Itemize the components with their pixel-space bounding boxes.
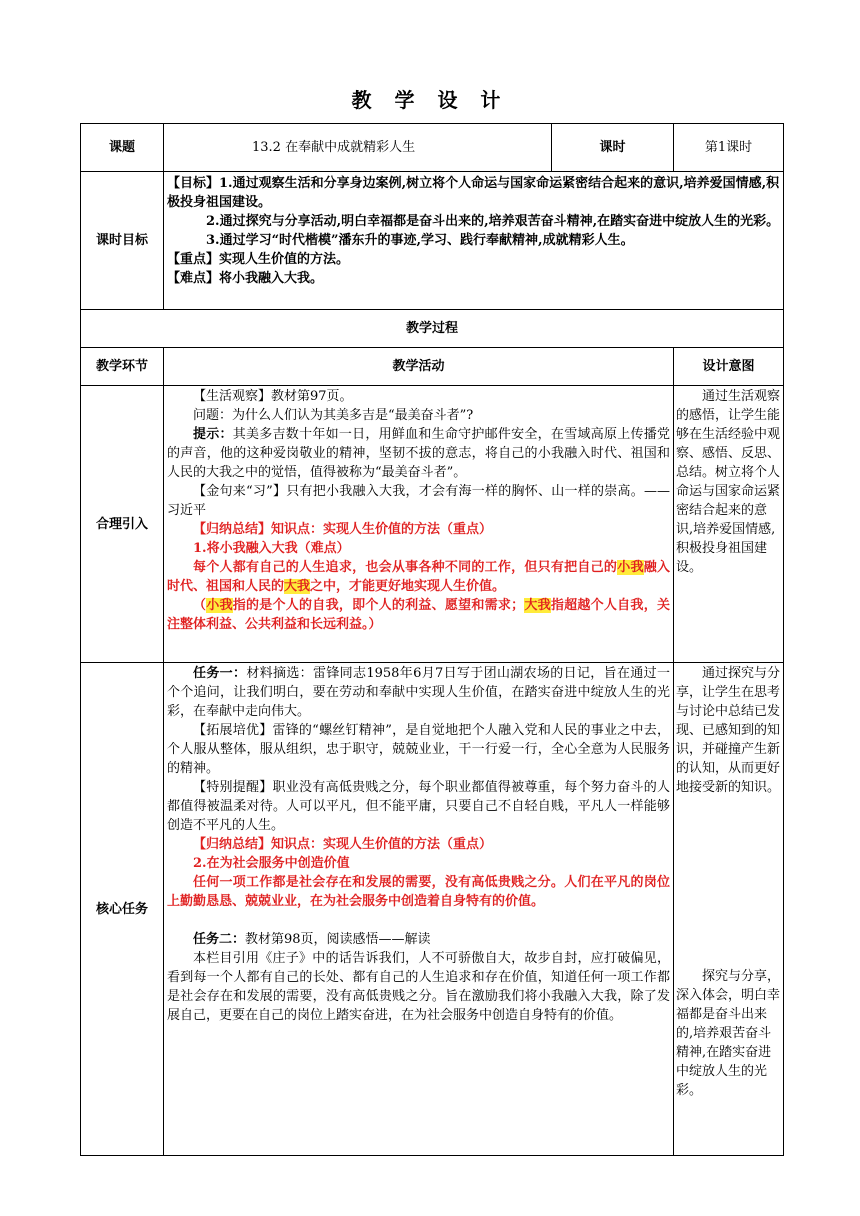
- core-point-2: 2.在为社会服务中创造价值: [193, 856, 350, 871]
- goal-1: 【目标】1.通过观察生活和分享身边案例,树立将个人命运与国家命运紧密结合起来的意识,培养爱国情感,积极投身祖国建设。: [167, 176, 780, 210]
- expand-excellence: 【拓展培优】雷锋的“螺丝钉精神”，是自觉地把个人融入党和人民的事业之中去，个人服从整体，服从组织，忠于职守，兢兢业业，干一行爱一行，全心全意为人民服务的精神。: [167, 723, 670, 776]
- stage-column-header: 教学环节: [81, 348, 164, 386]
- difficult-point: 【难点】将小我融入大我。: [167, 271, 324, 286]
- intro-point-1-text: 每个人都有自己的人生追求，也会从事各种不同的工作，但只有把自己的小我融入时代、祖国和人民的大我之中，才能更好地实现人生价值。: [167, 560, 670, 594]
- course-label: 课题: [81, 124, 164, 172]
- intro-stage-label: 合理引入: [81, 386, 164, 663]
- highlight-big-self-2: 大我: [524, 598, 551, 613]
- core-intent: [674, 663, 784, 1156]
- core-intent-2: 探究与分享，深入体会，明白幸福都是奋斗出来的,培养艰苦奋斗精神,在踏实奋进中绽放人生的光彩。: [676, 969, 781, 1098]
- observation-question: 问题：为什么人们认为其美多吉是“最美奋斗者”?: [193, 408, 474, 423]
- core-point-2-text: 任何一项工作都是社会存在和发展的需要，没有高低贵贱之分。人们在平凡的岗位上勤勤恳恳、兢兢业业，在为社会服务中创造着自身特有的价值。: [167, 875, 670, 909]
- highlight-small-self: 小我: [617, 560, 644, 575]
- hint-text: 其美多吉数十年如一日，用鲜血和生命守护邮件安全，在雪域高原上传播党的声音，他的这种爱岗敬业的精神，坚韧不拔的意志，将自己的小我融入时代、祖国和人民的大我之中的觉悟，值得被称为“最美奋斗者”。: [167, 427, 670, 480]
- observation-hint: [167, 425, 670, 482]
- intro-point-1-note: （小我指的是个人的自我，即个人的利益、愿望和需求；大我指超越个人自我，关注整体利益、公共利益和长远利益。）: [167, 598, 670, 632]
- period-label: 课时: [552, 124, 674, 172]
- document-title: 教 学 设 计: [351, 88, 509, 112]
- core-activity: [164, 663, 674, 1156]
- core-summary: 【归纳总结】知识点：实现人生价值的方法（重点）: [193, 837, 493, 852]
- lesson-plan-table: [80, 123, 784, 1156]
- period-value: 第1课时: [674, 124, 784, 172]
- special-reminder: 【特别提醒】职业没有高低贵贱之分，每个职业都值得被尊重，每个努力奋斗的人都值得被温柔对待。人可以平凡，但不能平庸，只要自己不自轻自贱，平凡人一样能够创造不平凡的人生。: [167, 780, 670, 833]
- intro-point-1: 1.将小我融入大我（难点）: [193, 541, 350, 556]
- task-2: 任务二：教材第98页，阅读感悟——解读: [193, 932, 431, 947]
- process-title: 教学过程: [81, 310, 784, 348]
- core-intent-1: 通过探究与分享，让学生在思考与讨论中总结已发现、已感知到的知识，并碰撞产生新的认知，从而更好地接受新的知识。: [676, 666, 781, 795]
- goals-row: [81, 172, 784, 310]
- intent-column-header: 设计意图: [674, 348, 784, 386]
- column-header-row: [81, 348, 784, 386]
- intro-activity: [164, 386, 674, 663]
- intro-intent: 通过生活观察的感悟，让学生能够在生活经验中观察、感悟、反思、总结。树立将个人命运与国家命运紧密结合起来的意识,培养爱国情感,积极投身祖国建设。: [674, 386, 784, 663]
- goals-content: [164, 172, 784, 310]
- core-row: [81, 663, 784, 1156]
- goal-2: 2.通过探究与分享活动,明白幸福都是奋斗出来的,培养艰苦奋斗精神,在踏实奋进中绽放人生的光彩。: [206, 214, 780, 229]
- activity-column-header: 教学活动: [164, 348, 674, 386]
- goals-label: 课时目标: [81, 172, 164, 310]
- key-point: 【重点】实现人生价值的方法。: [167, 252, 350, 267]
- highlight-small-self-2: 小我: [206, 598, 233, 613]
- task-1: 任务一：材料摘选：雷锋同志1958年6月7日写于团山湖农场的日记，旨在通过一个个追问，让我们明白，要在劳动和奉献中实现人生价值，在踏实奋进中绽放人生的光彩，在奉献中走向伟大。: [167, 666, 670, 719]
- intro-summary: 【归纳总结】知识点：实现人生价值的方法（重点）: [193, 522, 493, 537]
- goal-3: 3.通过学习“时代楷模”潘东升的事迹,学习、践行奉献精神,成就精彩人生。: [206, 233, 634, 248]
- course-value: 13.2 在奉献中成就精彩人生: [164, 124, 552, 172]
- core-stage-label: 核心任务: [81, 663, 164, 1156]
- process-title-row: [81, 310, 784, 348]
- golden-quote: 【金句来“习”】只有把小我融入大我，才会有海一样的胸怀、山一样的崇高。——习近平: [167, 484, 670, 518]
- task-2-body: 本栏目引用《庄子》中的话告诉我们，人不可骄傲自大，故步自封，应打破偏见，看到每一个人都有自己的长处、都有自己的人生追求和存在价值，知道任何一项工作都是社会存在和发展的需要，没有高低贵贱之分。旨在激励我们将小我融入大我，除了发展自己，更要在自己的岗位上踏实奋进，在为社会服务中创造自身特有的价值。: [167, 951, 670, 1023]
- life-observation: 【生活观察】教材第97页。: [193, 389, 353, 404]
- header-row: [81, 124, 784, 172]
- intro-row: [81, 386, 784, 663]
- hint-label: 提示：: [193, 427, 233, 442]
- highlight-big-self: 大我: [284, 579, 311, 594]
